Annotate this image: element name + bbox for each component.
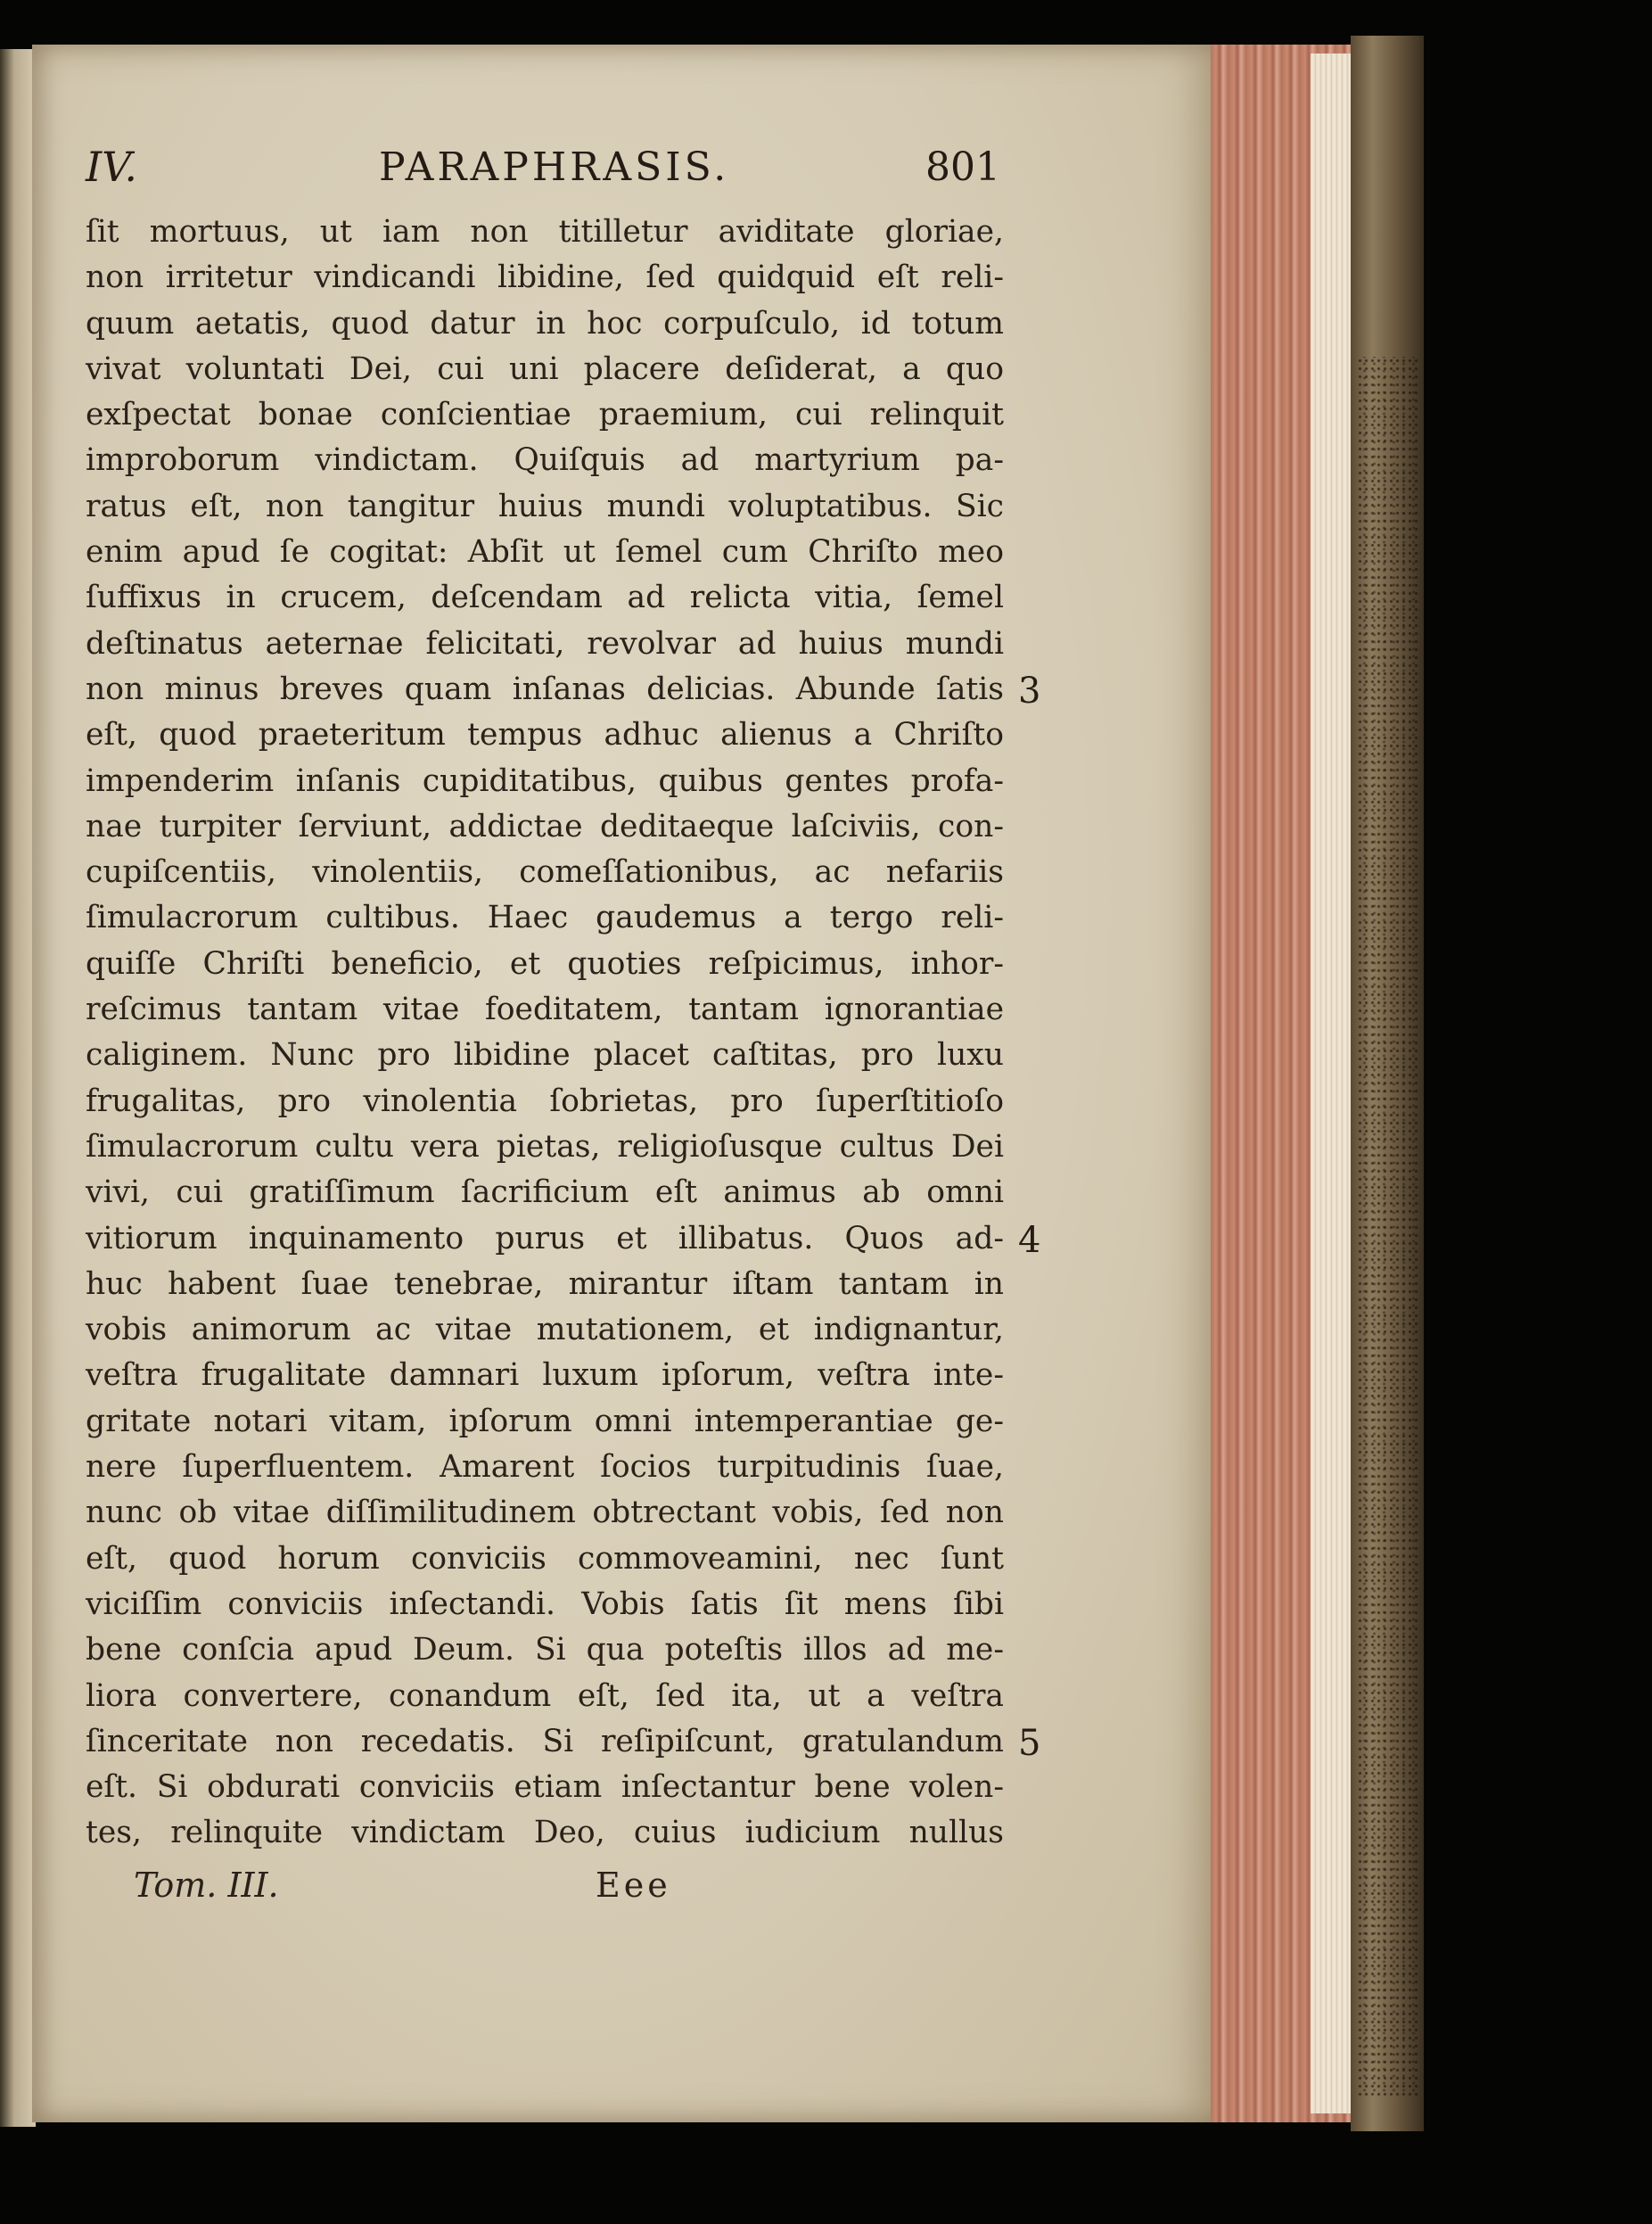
text-line: vivat voluntati Dei, cui uni placere deſiderat, a quo [86, 350, 1004, 387]
text-line: deſtinatus aeternae felicitati, revolvar ad huius mundi [86, 625, 1004, 662]
page-stack-edge [1311, 54, 1353, 2113]
verse-number: 3 [1018, 671, 1041, 712]
verse-number: 4 [1018, 1219, 1041, 1261]
text-line: non minus breves quam inſanas delicias. Abunde ſatis [86, 671, 1004, 707]
text-line: cupiſcentiis, vinolentiis, comeſſationibus, ac nefariis [86, 854, 1004, 891]
verse-number: 5 [1018, 1722, 1041, 1764]
text-line: ſimulacrorum cultu vera pietas, religioſusque cultus Dei [86, 1128, 1004, 1165]
chapter-number: IV. [86, 143, 137, 191]
page-number: 801 [925, 144, 1000, 190]
running-title: PARAPHRASIS. [379, 144, 730, 190]
text-line: non irritetur vindicandi libidine, ſed quidquid eſt reli- [86, 259, 1004, 296]
text-line: quum aetatis, quod datur in hoc corpuſculo, id totum [86, 305, 1004, 342]
left-page-edge [0, 49, 36, 2127]
text-line: impenderim inſanis cupiditatibus, quibus gentes profa- [86, 762, 1004, 799]
text-line: exſpectat bonae conſcientiae praemium, cui relinquit [86, 397, 1004, 433]
text-line: liora convertere, conandum eſt, ſed ita, ut a veſtra [86, 1677, 1004, 1714]
volume-signature: Tom. III. [134, 1866, 279, 1905]
text-line: bene conſcia apud Deum. Si qua poteſtis illos ad me- [86, 1632, 1004, 1668]
text-line: huc habent ſuae tenebrae, mirantur iſtam tantam in [86, 1265, 1004, 1302]
text-line: caliginem. Nunc pro libidine placet caſtitas, pro luxu [86, 1037, 1004, 1074]
text-line: ſuffixus in crucem, deſcendam ad relicta vitia, ſemel [86, 580, 1004, 616]
text-line: frugalitas, pro vinolentia ſobrietas, pro ſuperſtitioſo [86, 1083, 1004, 1119]
text-line: nunc ob vitae diſſimilitudinem obtrectant vobis, ſed non [86, 1495, 1004, 1531]
text-line: reſcimus tantam vitae foeditatem, tantam ignorantiae [86, 992, 1004, 1028]
text-line: ratus eſt, non tangitur huius mundi voluptatibus. Sic [86, 488, 1004, 524]
text-line: quiſſe Chriſti beneficio, et quoties reſpicimus, inhor- [86, 945, 1004, 982]
page-footer [0, 1866, 1652, 1919]
text-line: ſit mortuus, ut iam non titilletur aviditate gloriae, [86, 214, 1004, 250]
text-line: eſt. Si obdurati conviciis etiam inſectantur bene volen- [86, 1769, 1004, 1806]
text-line: gritate notari vitam, ipſorum omni intemperantiae ge- [86, 1403, 1004, 1439]
text-line: eſt, quod praeteritum tempus adhuc alienus a Chriſto [86, 717, 1004, 754]
text-line: ſinceritate non recedatis. Si reſipiſcunt, gratulandum [86, 1723, 1004, 1759]
gathering-signature: Eee [596, 1866, 671, 1905]
text-line: vobis animorum ac vitae mutationem, et indignantur, [86, 1312, 1004, 1348]
body-text [86, 210, 1004, 1857]
text-line: nere ſuperfluentem. Amarent ſocios turpitudinis ſuae, [86, 1449, 1004, 1486]
text-line: enim apud ſe cogitat: Abſit ut ſemel cum Chriſto meo [86, 534, 1004, 571]
text-line: vivi, cui gratiſſimum ſacrificium eſt animus ab omni [86, 1174, 1004, 1211]
text-line: viciſſim conviciis inſectandi. Vobis ſatis ſit mens ſibi [86, 1586, 1004, 1622]
text-line: nae turpiter ſerviunt, addictae deditaeque laſciviis, con- [86, 808, 1004, 844]
text-line: tes, relinquite vindictam Deo, cuius iudicium nullus [86, 1815, 1004, 1851]
text-line: vitiorum inquinamento purus et illibatus. Quos ad- [86, 1220, 1004, 1256]
text-line: ſimulacrorum cultibus. Haec gaudemus a tergo reli- [86, 900, 1004, 936]
running-header [0, 143, 1652, 205]
text-line: eſt, quod horum conviciis commoveamini, nec ſunt [86, 1540, 1004, 1577]
cover-speckle-texture [1357, 357, 1419, 2096]
text-line: improborum vindictam. Quiſquis ad martyrium pa- [86, 442, 1004, 479]
text-line: veſtra frugalitate damnari luxum ipſorum, veſtra inte- [86, 1357, 1004, 1394]
